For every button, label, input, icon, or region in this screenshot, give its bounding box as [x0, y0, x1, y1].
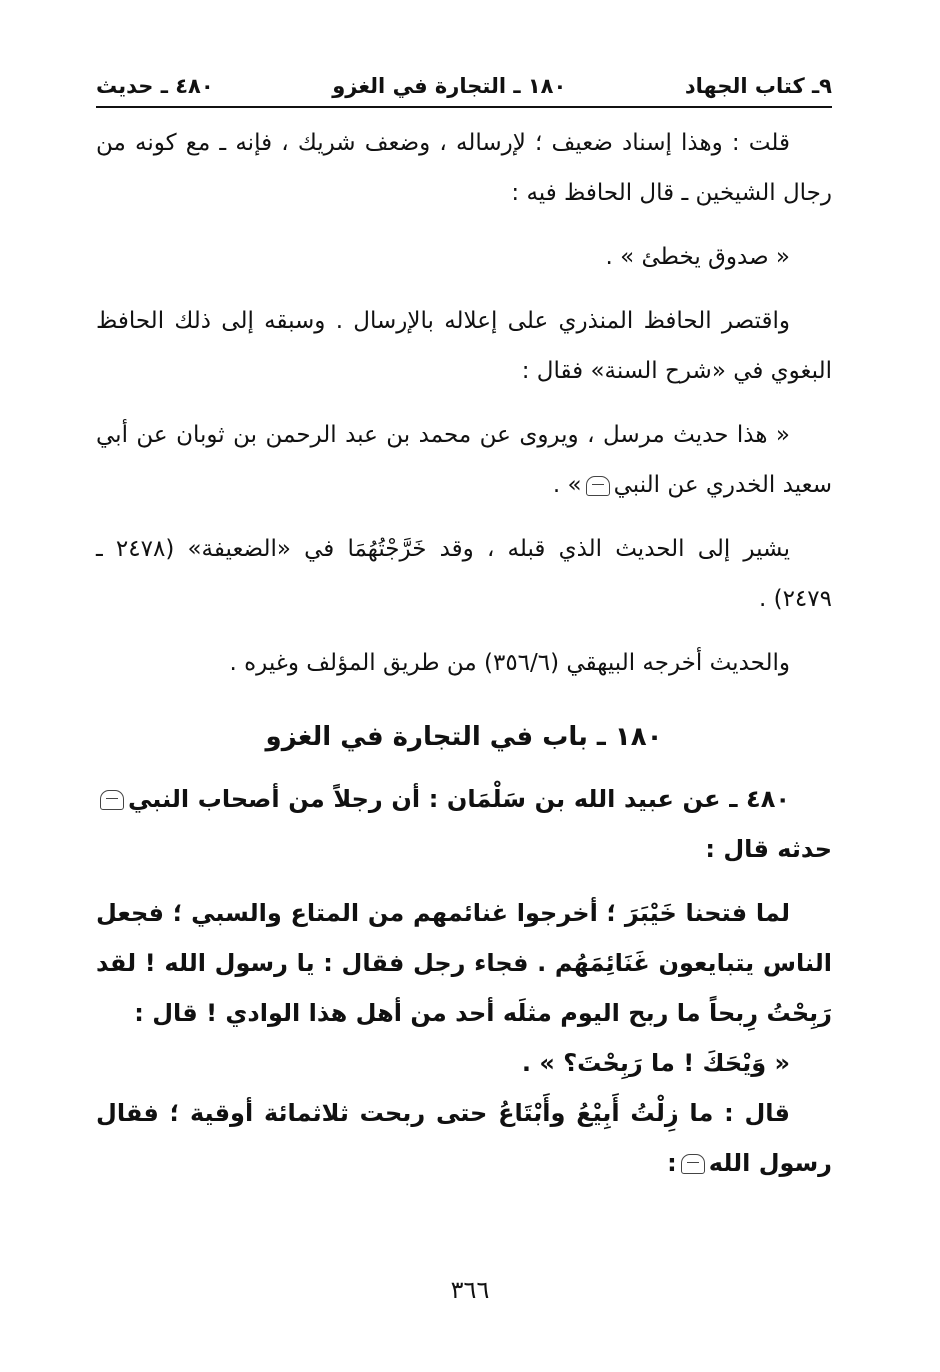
hadith-closing-text: قال : ما زِلْتُ أَبِيْعُ وأَبْتَاعُ حتى ربحت ثلاثمائة أوقية ؛ فقال رسول الله [96, 1099, 832, 1177]
paragraph-quote-2 [96, 410, 832, 510]
hadith-intro [96, 774, 832, 874]
quote-2-text: « هذا حديث مرسل ، ويروى عن محمد بن عبد الرحمن بن ثوبان عن أبي سعيد الخدري عن النبي [96, 422, 832, 498]
paragraph-quote-1: « صدوق يخطئ » . [605, 244, 790, 270]
paragraph-commentary-1: قلت : وهذا إسناد ضعيف ؛ لإرساله ، وضعف شريك ، فإنه ـ مع كونه من رجال الشيخين ـ قال الحافظ فيه : [96, 130, 832, 206]
hadith-closing-end: : [667, 1149, 677, 1177]
hadith-quote: « وَيْحَكَ ! ما رَبِحْتَ؟ » . [521, 1049, 790, 1077]
paragraph-commentary-2: واقتصر الحافظ المنذري على إعلاله بالإرسال . وسبقه إلى ذلك الحافظ البغوي في «شرح السنة» فقال : [96, 308, 832, 384]
page-body [96, 118, 832, 1188]
hadith-intro-end: حدثه قال : [705, 835, 832, 863]
page-number: ٣٦٦ [450, 1276, 490, 1304]
salutation-icon [586, 476, 610, 496]
section-title: ١٨٠ ـ باب في التجارة في الغزو [265, 722, 663, 752]
paragraph-commentary-4: والحديث أخرجه البيهقي (٣٥٦/٦) من طريق المؤلف وغيره . [229, 650, 790, 676]
hadith-intro-text: ٤٨٠ ـ عن عبيد الله بن سَلْمَان : أن رجلاً من أصحاب النبي [128, 785, 790, 813]
hadith-closing [96, 1088, 832, 1188]
paragraph-commentary-3: يشير إلى الحديث الذي قبله ، وقد خَرَّجْتُهُمَا في «الضعيفة» (٢٤٧٨ ـ ٢٤٧٩) . [96, 536, 832, 612]
header-book-title: ٩ـ كتاب الجهاد [684, 74, 832, 98]
running-header [96, 66, 832, 106]
salutation-icon [100, 790, 124, 810]
hadith-text: لما فتحنا خَيْبَرَ ؛ أخرجوا غنائمهم من المتاع والسبي ؛ فجعل الناس يتبايعون غَنَائِمَهُم . فجاء رجل فقال : يا رسول الله ! لقد رَبِحْتُ رِبحاً ما ربح اليوم مثلَه أحد من أهل هذا الوادي ! قال : [96, 899, 832, 1027]
quote-2-end: » . [552, 472, 582, 498]
header-chapter-title: ١٨٠ ـ التجارة في الغزو [332, 74, 567, 98]
header-divider [96, 106, 832, 108]
header-hadith-number: ٤٨٠ ـ حديث [96, 74, 214, 98]
salutation-icon [681, 1154, 705, 1174]
